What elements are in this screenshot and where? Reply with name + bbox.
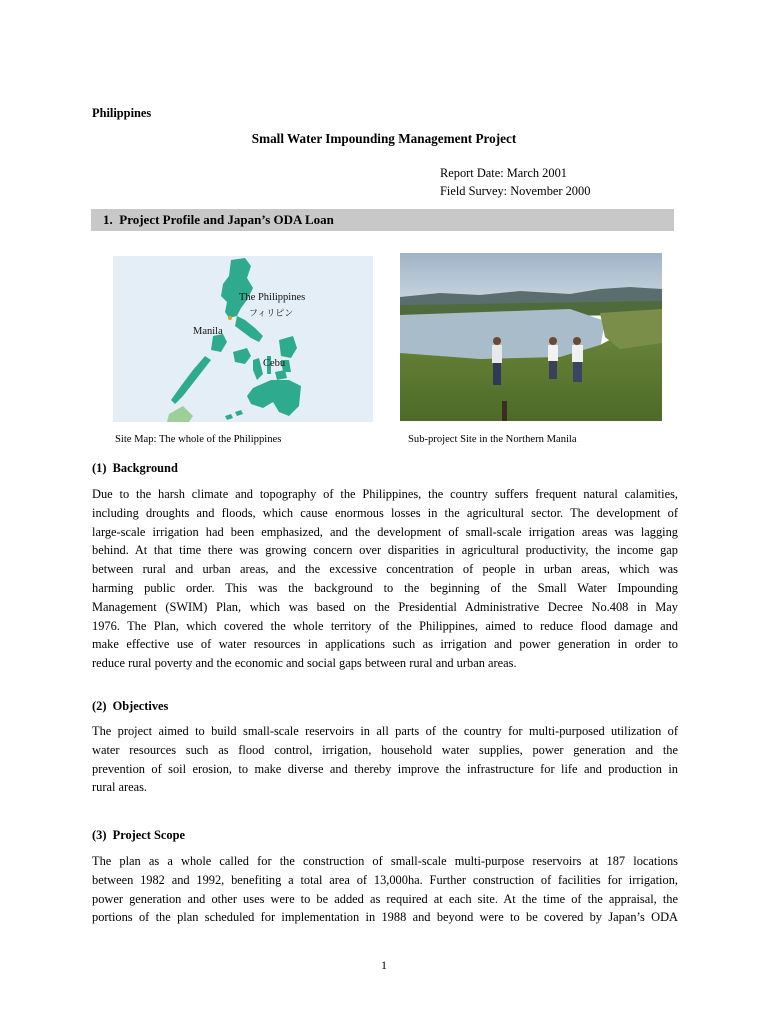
paragraph-line: The project aimed to build small-scale reservoirs in all parts of the country for multi-purposed utilization of [92,724,678,738]
paragraph-line: 1976. The Plan, which covered the whole territory of the Philippines, aimed to reduce flood damage and [92,618,678,633]
paragraph-line: large-scale irrigation had been emphasized, and the development of small-scale irrigation areas was lagging [92,524,678,539]
paragraph-line: reduce rural poverty and the economic and social gaps between rural and urban areas. [92,656,517,671]
paragraph-line: harming public order. This was the background to the beginning of the Small Water Impounding [92,580,678,595]
map-caption: Site Map: The whole of the Philippines [115,434,282,445]
paragraph-line: Due to the harsh climate and topography of the Philippines, the country suffers frequent natural calamities, [92,487,678,501]
project-scope-paragraph [92,852,678,927]
objectives-heading: (2) Objectives [92,699,169,713]
paragraph-line: rural areas. [92,780,148,795]
paragraph-line: prevention of soil erosion, to make diverse and thereby improve the infrastructure for life and production in [92,761,678,776]
paragraph-line: between 1982 and 1992, benefiting a total area of 13,000ha. Further construction of facilities for irrigation, [92,872,678,887]
background-heading: (1) Background [92,461,178,475]
paragraph-line: water resources such as flood control, irrigation, household water supplies, power generation and the [92,742,678,757]
map-label-philippines-jp: フィリピン [249,309,294,319]
report-date: Report Date: March 2001 [440,166,567,180]
paragraph-line: power generation and other uses were to be added as required at each site. At the time of the appraisal, the [92,891,678,906]
map-label-philippines: The Philippines [239,292,306,303]
paragraph-line: Management (SWIM) Plan, which was based on the Presidential Administrative Decree No.408 in May [92,599,678,614]
reservoir-photo-graphic [400,253,662,421]
section-heading-project-profile: 1. Project Profile and Japan’s ODA Loan [91,209,674,231]
map-label-manila: Manila [193,326,223,337]
page-number: 1 [381,958,387,972]
paragraph-line: behind. At that time there was growing concern over disparities in agricultural productivity, the income gap [92,543,678,558]
site-map-image [113,256,373,422]
project-site-photo [400,253,662,421]
project-scope-heading: (3) Project Scope [92,828,186,842]
map-label-cebu: Cebu [263,358,286,369]
paragraph-line: between rural and urban areas, and the excessive concentration of people in urban areas, which was [92,562,678,577]
report-meta [440,164,590,200]
photo-caption: Sub-project Site in the Northern Manila [408,434,577,445]
country-label: Philippines [92,106,152,120]
paragraph-line: including droughts and floods, which cause enormous losses in the agricultural sector. The development of [92,505,678,520]
philippines-map-graphic [113,256,373,422]
paragraph-line: The plan as a whole called for the construction of small-scale multi-purpose reservoirs at 187 locations [92,854,678,868]
paragraph-line: make effective use of water resources in applications such as irrigation and power generation in order to [92,637,678,652]
paragraph-line: portions of the plan scheduled for implementation in 1988 and beyond were to be covered by Japan’s ODA [92,910,678,925]
objectives-paragraph [92,722,678,797]
field-survey-date: Field Survey: November 2000 [440,184,591,198]
background-paragraph [92,485,678,673]
document-title: Small Water Impounding Management Project [251,131,517,146]
